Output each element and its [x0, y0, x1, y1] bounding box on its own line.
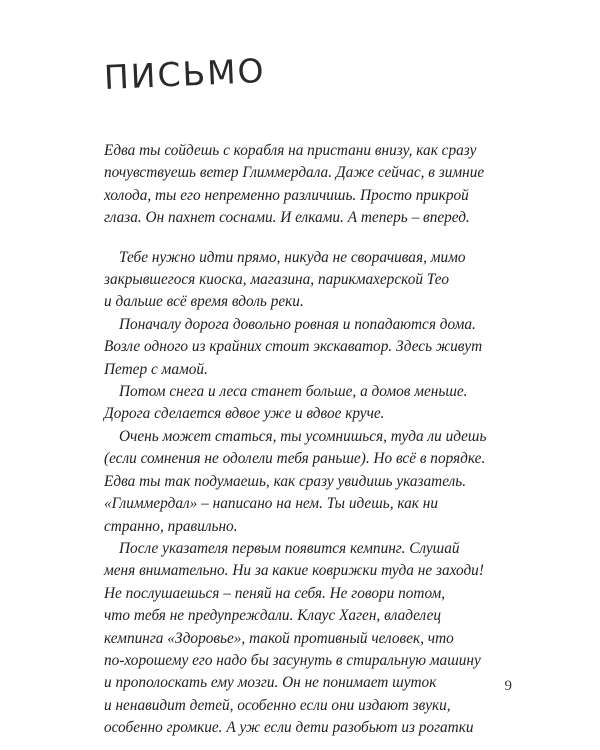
text-line: особенно громкие. А уж если дети разобьют из рогатки — [104, 719, 474, 737]
text-line: холода, ты его непременно различишь. Просто прикрой — [104, 186, 469, 204]
text-line: Тебе нужно идти прямо, никуда не сворачивая, мимо — [119, 248, 466, 266]
text-line: Едва ты сойдешь с корабля на пристани внизу, как сразу — [104, 142, 477, 159]
text-line: почувствуешь ветер Глиммердала. Даже сейчас, в зимние — [104, 164, 485, 182]
text-line: Дорога сделается вдвое уже и вдвое круче. — [104, 405, 385, 423]
text-line: Не послушаешься – пеняй на себя. Не говори потом, — [104, 584, 446, 602]
text-line: и прополоскать ему мозги. Он не понимает шуток — [104, 674, 437, 692]
text-line: странно, правильно. — [104, 517, 238, 535]
text-line: Возле одного из крайних стоит экскаватор. Здесь живут — [104, 338, 483, 356]
text-line: что тебя не предупреждали. Клаус Хаген, владелец — [104, 607, 442, 625]
text-line: Очень может статься, ты усомнишься, туда ли идешь — [119, 427, 487, 445]
text-line: Потом снега и леса станет больше, а домов меньше. — [119, 383, 468, 401]
text-line: После указателя первым появится кемпинг. Слушай — [119, 539, 460, 557]
text-line: Поначалу дорога довольно ровная и попадаются дома. — [119, 315, 476, 333]
text-line: глаза. Он пахнет соснами. И елками. А теперь – вперед. — [104, 209, 470, 227]
text-line: Едва ты так подумаешь, как сразу увидишь указатель. — [104, 472, 467, 490]
text-line: Петер с мамой. — [104, 360, 208, 378]
text-line: закрывшегося киоска, магазина, парикмахерской Тео — [104, 271, 450, 289]
text-line: и ненавидит детей, особенно если они издают звуки, — [104, 696, 451, 714]
text-line: кемпинга «Здоровье», такой противный человек, что — [104, 629, 454, 647]
chapter-title: ПИСЬМО — [103, 50, 267, 97]
text-line: меня внимательно. Ни за какие коврижки туда не заходи! — [104, 562, 484, 580]
text-line: «Глиммердал» – написано на нем. Ты идешь, как ни — [104, 495, 439, 513]
text-line: и дальше всё время вдоль реки. — [104, 293, 304, 311]
text-line: по-хорошему его надо бы засунуть в стиральную машину — [104, 651, 481, 669]
page-number: 9 — [504, 678, 512, 694]
text-line: (если сомнения не одолели тебя раньше). Но всё в порядке. — [104, 450, 486, 468]
chapter-body-text — [104, 140, 504, 740]
